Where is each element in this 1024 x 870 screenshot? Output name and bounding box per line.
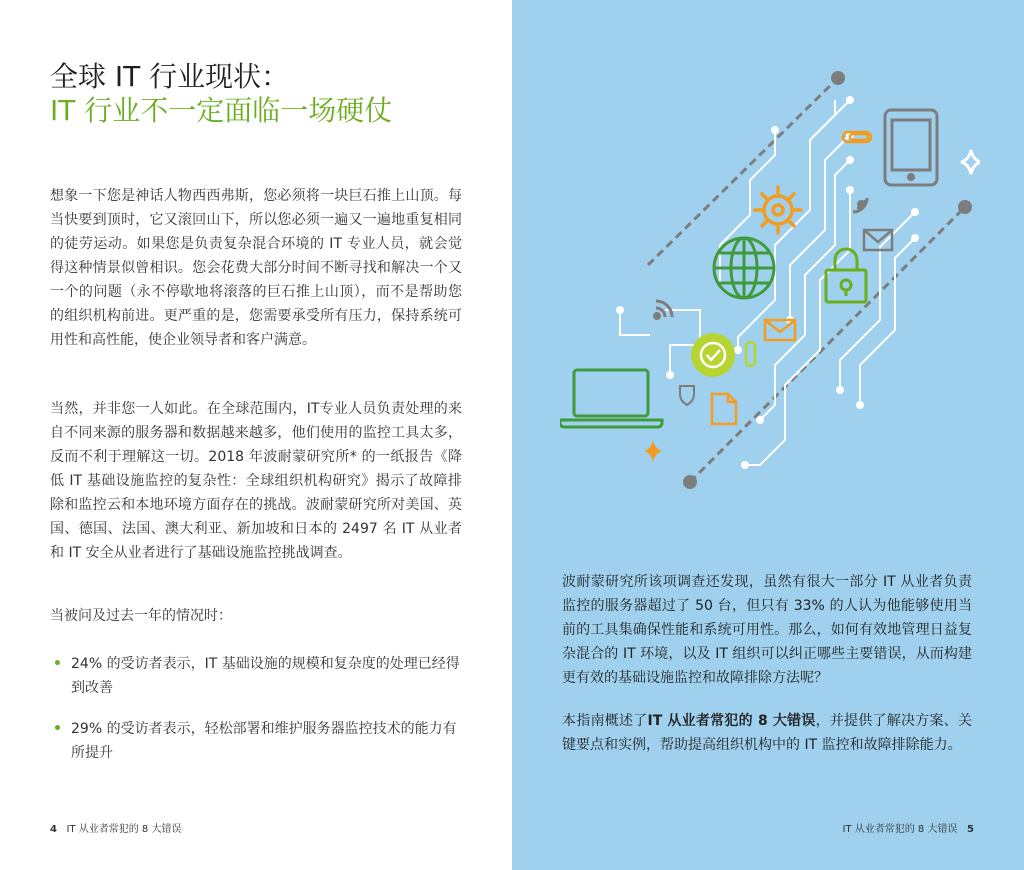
survey-bullets xyxy=(50,652,462,782)
tablet-icon xyxy=(885,110,937,185)
lock-icon xyxy=(826,249,866,302)
bullet-text: 29% 的受访者表示，轻松部署和维护服务器监控技术的能力有所提升 xyxy=(71,721,457,761)
intro-paragraph: 想象一下您是神话人物西西弗斯，您必须将一块巨石推上山顶。每当快要到顶时，它又滚回山下，所以您必须一遍又一遍地重复相同的徒劳运动。如果您是负责复杂混合环境的 IT 专业人员，就会觉得这种情景似曾相识。您会花费大部分时间不断寻找和解决一个又一个的问题（永不停歇地将滚落的巨石推上山顶），而不是帮助您的组织机构前进。更严重的是，您需要承受所有压力，保持系统可用性和高性能，使企业领导者和客户满意。 xyxy=(50,188,462,348)
footer-title: IT 从业者常犯的 8 大错误 xyxy=(66,824,182,835)
footer-left xyxy=(50,820,181,835)
guide-overview-paragraph xyxy=(562,709,972,757)
bullet-dot-icon: • xyxy=(53,721,62,737)
sparkle-icon xyxy=(961,150,980,174)
globe-icon xyxy=(714,238,774,298)
guide-suffix: ，并提供了解决方案、关键要点和实例，帮助提高组织机构中的 IT 监控和故障排除能力。 xyxy=(562,713,973,753)
shield-icon xyxy=(680,386,694,405)
bullet-item xyxy=(50,652,462,700)
ponemon-paragraph: 当然，并非您一人如此。在全球范围内，IT专业人员负责处理的来自不同来源的服务器和数据越来越多，他们使用的监控工具太多，反而不利于理解这一切。2018 年波耐蒙研究所* 的一纸报告《降低 IT 基础设施监控的复杂性：全球组织机构研究》揭示了故障排除和监控云和本地环境方面存在的挑战。波耐蒙研究所对美国、英国、德国、法国、澳大利亚、新加坡和日本的 2497 名 IT 从业者和 IT 安全从业者进行了基础设施监控挑战调查。 xyxy=(50,401,462,561)
sparkle-icon xyxy=(644,440,662,462)
title-line-2: IT 行业不一定面临一场硬仗 xyxy=(50,94,393,127)
title-line-1: 全球 IT 行业现状： xyxy=(50,60,290,93)
it-network-illustration xyxy=(560,60,980,500)
question-paragraph: 当被问及过去一年的情况时： xyxy=(50,608,232,624)
footer-right xyxy=(843,820,974,835)
page-number: 5 xyxy=(967,824,974,835)
page-number: 4 xyxy=(50,824,57,835)
wifi-icon xyxy=(853,198,867,212)
guide-title-bold: IT 从业者常犯的 8 大错误 xyxy=(647,713,816,729)
right-page xyxy=(512,0,1024,870)
envelope-icon xyxy=(765,320,795,340)
guide-prefix: 本指南概述了 xyxy=(562,713,648,729)
page-title xyxy=(50,60,392,128)
bullet-text: 24% 的受访者表示，IT 基础设施的规模和复杂度的处理已经得到改善 xyxy=(71,656,460,696)
wifi-icon xyxy=(655,301,673,319)
bullet-dot-icon: • xyxy=(53,656,62,672)
dashed-line-top xyxy=(648,71,845,265)
gear-icon xyxy=(755,187,801,233)
survey-findings-paragraph: 波耐蒙研究所该项调查还发现，虽然有很大一部分 IT 从业者负责监控的服务器超过了 50 台，但只有 33% 的人认为他能够使用当前的工具集确保性能和系统可用性。那么，如何有效地管理日益复杂混合的 IT 环境，以及 IT 组织可以纠正哪些主要错误，从而构建更有效的基础设施监控和故障排除方法呢？ xyxy=(562,574,972,686)
document-icon xyxy=(712,394,736,424)
check-badge-icon xyxy=(691,333,735,377)
footer-title: IT 从业者常犯的 8 大错误 xyxy=(842,824,958,835)
paperclip-icon xyxy=(746,342,755,366)
bullet-item xyxy=(50,717,462,765)
laptop-icon xyxy=(560,370,662,427)
